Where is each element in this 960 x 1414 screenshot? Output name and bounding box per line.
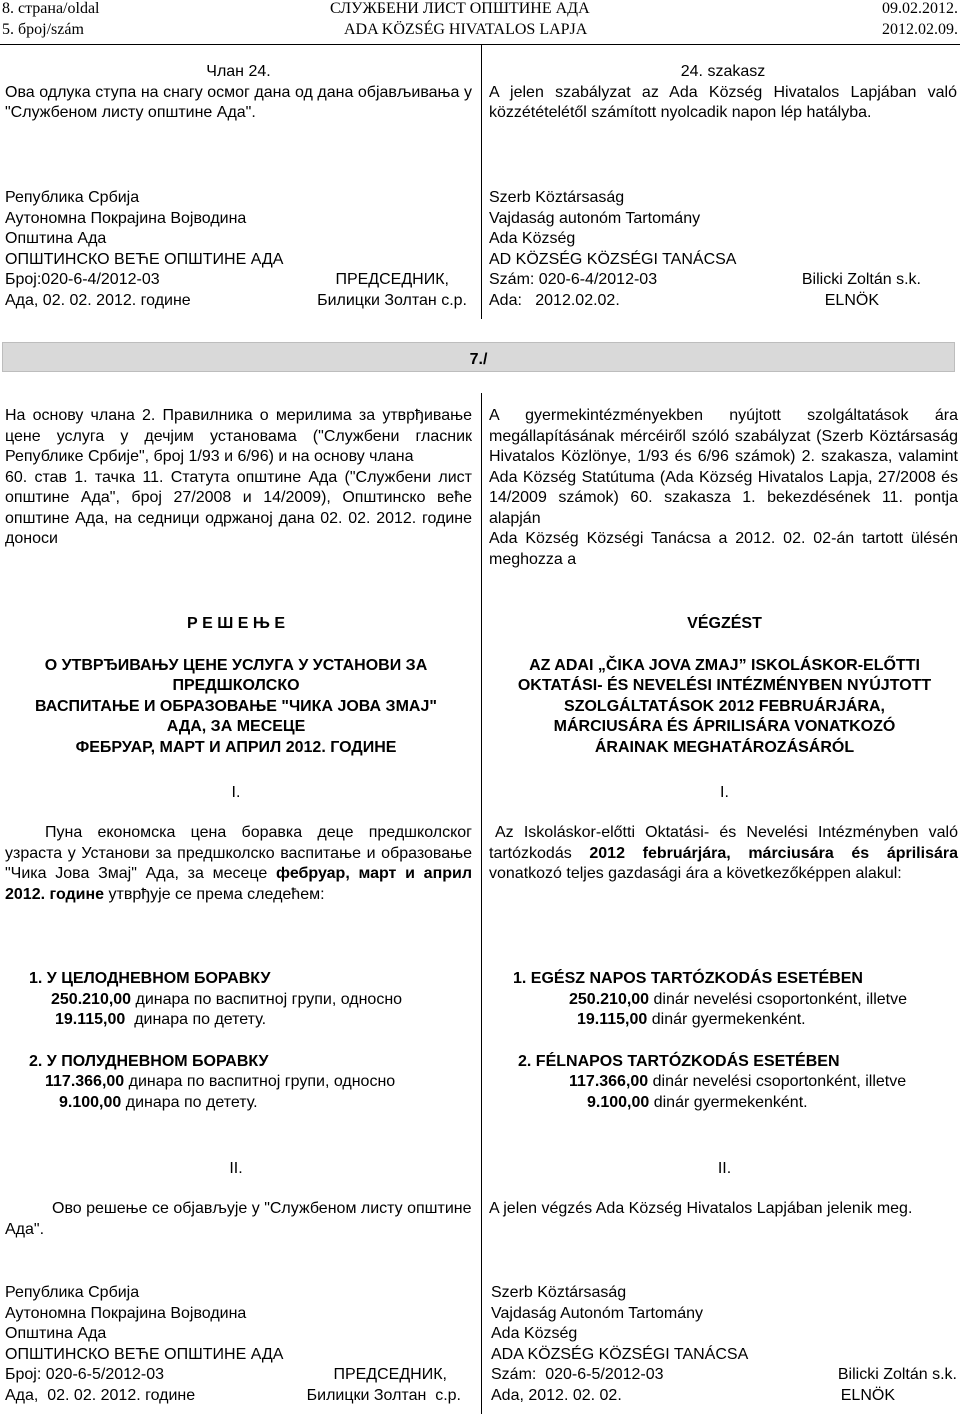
signatory-title: ПРЕДСЕДНИК, [335, 271, 449, 288]
price-unit: динара по васпитној групи, односно [131, 990, 403, 1008]
municipality-line: Општина Ада [5, 230, 107, 247]
article-text: A jelen szabályzat az Ada Község Hivatalos Lapjában való közzétételétől számított nyolcadik napon lép hatályba. [489, 83, 957, 121]
signatory-title: ПРЕДСЕДНИК, [333, 1366, 447, 1383]
issue-number: 5. број/szám [2, 21, 84, 38]
signatory-title: ELNÖK [824, 291, 879, 309]
price-heading-half-day: 2. FÉLNAPOS TARTÓZKODÁS ESETÉBEN [518, 1052, 840, 1070]
country-line: Szerb Köztársaság [489, 189, 625, 206]
text-run: vonatkozó teljes gazdasági ára a következőképpen alakul: [489, 865, 902, 882]
text-run: утврђује се према следећем: [104, 885, 325, 903]
decision-subtitle-line: AZ ADAI „ČIKA JOVA ZMAJ” ISKOLÁSKOR-ELŐTTI [529, 656, 920, 674]
article-heading: Члан 24. [206, 63, 271, 80]
province-line: Аутономна Покрајина Војводина [5, 209, 247, 227]
part-2-number-sr: II. [229, 1160, 243, 1177]
part-1-number-hu: I. [720, 784, 729, 801]
signatory-title: ELNÖK [840, 1386, 895, 1404]
signature-block-hu [489, 188, 949, 311]
signature-block-sr [5, 188, 467, 311]
header-rule [0, 44, 960, 45]
decision-subtitle-line: ФЕБРУАР, МАРТ И АПРИЛ 2012. ГОДИНЕ [75, 738, 397, 756]
decision-subtitle-line: MÁRCIUSÁRA ÉS ÁPRILISÁRA VONATKOZÓ [553, 718, 896, 735]
journal-title-hu: ADA KÖZSÉG HIVATALOS LAPJA [344, 21, 588, 38]
signatory-name: Bilicki Zoltán s.k. [801, 271, 921, 288]
signatory-name: Билицки Золтан с.р. [306, 1386, 461, 1404]
prices-hu [513, 969, 960, 1113]
price-per-group: 250.210,00 [569, 990, 650, 1008]
municipality-line: Ada Község [491, 1325, 578, 1342]
signatory-name: Bilicki Zoltán s.k. [837, 1366, 957, 1383]
price-heading-full-day: 1. EGÉSZ NAPOS TARTÓZKODÁS ESETÉBEN [513, 970, 863, 987]
price-unit: dinár nevelési csoportonként, illetve [649, 990, 907, 1008]
date-sr: 09.02.2012. [882, 0, 958, 17]
decision-subtitle-line: OKTATÁSI- ÉS NEVELÉSI INTÉZMÉNYBEN NYÚJTOTT [517, 677, 932, 694]
price-per-child: 9.100,00 [587, 1093, 650, 1111]
section-number-bar [2, 342, 955, 372]
price-unit: dinár gyermekenként. [647, 1011, 806, 1028]
reference-number: Број: 020-6-5/2012-03 [5, 1366, 165, 1383]
council-line: ОПШТИНСКО ВЕЋЕ ОПШТИНЕ АДА [5, 250, 284, 268]
decision-subtitle-line: ПРЕДШКОЛСКО [172, 677, 300, 694]
country-line: Република Србија [5, 1284, 140, 1301]
price-unit: динара по детету. [125, 1011, 267, 1028]
price-unit: динара по детету. [121, 1093, 258, 1111]
price-per-child: 9.100,00 [59, 1093, 122, 1111]
municipality-line: Општина Ада [5, 1325, 107, 1342]
part-1-number-sr: I. [231, 784, 241, 801]
column-divider-main [481, 393, 482, 1414]
preamble-paragraph: На основу члана 2. Правилника о мерилима за утврђивање цене услуга у дечјим установама ("Службени гласник Републике Србије", број 1/93 и 6/96) и на основу члана [5, 407, 472, 465]
period-emphasis: 2012 februárjára, márciusára és áprilisára [589, 844, 958, 862]
country-line: Szerb Köztársaság [491, 1284, 627, 1301]
part-1-text-sr [5, 823, 472, 905]
preamble-paragraph: A gyermekintézményekben nyújtott szolgáltatások ára megállapításának mércéiről szóló szabályzat (Szerb Köztársaság Hivatalos Közlönye, 1/93 és 6/96 számok) 2. szakasza, valamint Ada Község Statútuma (Ada Község Hivatalos Lapja, 27/2008 és 14/2009 számok) 60. szakasza 1. bekezdésének 11. pontja alapján [489, 407, 958, 527]
decision-heading: VÉGZÉST [687, 615, 762, 632]
council-line: AD KÖZSÉG KÖZSÉGI TANÁCSA [489, 250, 737, 268]
page-header [2, 0, 958, 42]
preamble-sr [5, 406, 472, 550]
preamble-paragraph: 60. став 1. тачка 11. Статута општине Ада ("Службени лист општине Ада", број 27/2008 и 14/2009), Општинско веће општине Ада, на седници одржаној дана 02. 02. 2012. године доноси [5, 468, 472, 547]
province-line: Vajdaság Autonóm Tartomány [491, 1304, 703, 1322]
signature-block-2-hu [491, 1283, 957, 1406]
decision-subtitle-line: О УТВРЂИВАЊУ ЦЕНЕ УСЛУГА У УСТАНОВИ ЗА [44, 656, 428, 674]
article-text: Ова одлука ступа на снагу осмог дана од дана објављивања у "Службеном листу општине Ада". [5, 83, 472, 121]
decision-subtitle-line: ВАСПИТАЊЕ И ОБРАЗОВАЊЕ "ЧИКА ЈОВА ЗМАЈ" [35, 697, 437, 715]
section-number: 7./ [469, 351, 488, 368]
preamble-paragraph: Ada Község Községi Tanácsa a 2012. 02. 02-án tartott ülésén meghozza a [489, 530, 958, 568]
part-2-number-hu: II. [717, 1160, 732, 1177]
price-per-child: 19.115,00 [55, 1011, 126, 1028]
decision-subtitle-line: SZOLGÁLTATÁSOK 2012 FEBRUÁRJÁRA, [564, 697, 885, 715]
price-unit: динара по васпитној групи, односно [124, 1073, 396, 1090]
province-line: Аутономна Покрајина Војводина [5, 1304, 247, 1322]
price-per-group: 117.366,00 [45, 1073, 125, 1090]
decision-title-sr [5, 614, 467, 758]
price-unit: dinár gyermekenként. [649, 1093, 808, 1111]
part-1-text-hu [489, 823, 958, 885]
country-line: Република Србија [5, 189, 140, 206]
page-number: 8. страна/oldal [2, 0, 100, 17]
price-per-group: 250.210,00 [51, 990, 132, 1008]
reference-number: Број:020-6-4/2012-03 [5, 271, 160, 288]
price-per-child: 19.115,00 [577, 1011, 648, 1028]
place-date: Ада, 02. 02. 2012. године [5, 1386, 196, 1404]
period-emphasis: фебруар, март и април 2012. године [5, 865, 473, 903]
municipality-line: Ada Község [489, 230, 576, 247]
part-2-text-hu: A jelen végzés Ada Község Hivatalos Lapjában jelenik meg. [489, 1200, 913, 1217]
price-per-group: 117.366,00 [569, 1073, 649, 1090]
prices-sr [29, 969, 469, 1113]
article-24-hu [489, 62, 957, 124]
journal-title-sr: СЛУЖБЕНИ ЛИСТ ОПШТИНЕ АДА [330, 0, 590, 17]
price-heading-half-day: 2. У ПОЛУДНЕВНОМ БОРАВКУ [29, 1052, 269, 1070]
province-line: Vajdaság autonóm Tartomány [489, 209, 701, 227]
column-divider-top [481, 45, 482, 319]
signatory-name: Билицки Золтан с.р. [317, 291, 467, 309]
decision-heading: Р Е Ш Е Њ Е [187, 615, 285, 632]
text-run: Пуна економска цена боравка деце предшколског узраста у Установи за предшколско васпитање и образовање "Чика Јова Змај" Ада, за месеце [5, 824, 472, 882]
place-date: Ada: 2012.02.02. [489, 291, 620, 309]
part-2-text-sr: Ово решење се објављује у "Службеном листу општине Ада". [5, 1200, 472, 1238]
decision-subtitle-line: ÁRAINAK MEGHATÁROZÁSÁRÓL [594, 738, 855, 756]
text-run: Az Iskoláskor-előtti Oktatási- és Nevelési Intézményben való tartózkodás [489, 824, 958, 862]
place-date: Ада, 02. 02. 2012. године [5, 291, 191, 309]
date-hu: 2012.02.09. [882, 21, 958, 38]
preamble-hu [489, 406, 958, 570]
reference-number: Szám: 020-6-4/2012-03 [489, 271, 658, 288]
decision-subtitle-line: АДА, ЗА МЕСЕЦЕ [166, 718, 306, 735]
council-line: ОПШТИНСКО ВЕЋЕ ОПШТИНЕ АДА [5, 1345, 284, 1363]
article-heading: 24. szakasz [680, 63, 766, 80]
council-line: ADA KÖZSÉG KÖZSÉGI TANÁCSA [491, 1345, 749, 1363]
place-date: Ada, 2012. 02. 02. [491, 1386, 622, 1404]
reference-number: Szám: 020-6-5/2012-03 [491, 1366, 664, 1383]
article-24-sr [5, 62, 472, 124]
decision-title-hu [489, 614, 960, 758]
price-heading-full-day: 1. У ЦЕЛОДНЕВНОМ БОРАВКУ [29, 970, 271, 987]
signature-block-2-sr [5, 1283, 467, 1406]
price-unit: dinár nevelési csoportonként, illetve [648, 1073, 907, 1090]
